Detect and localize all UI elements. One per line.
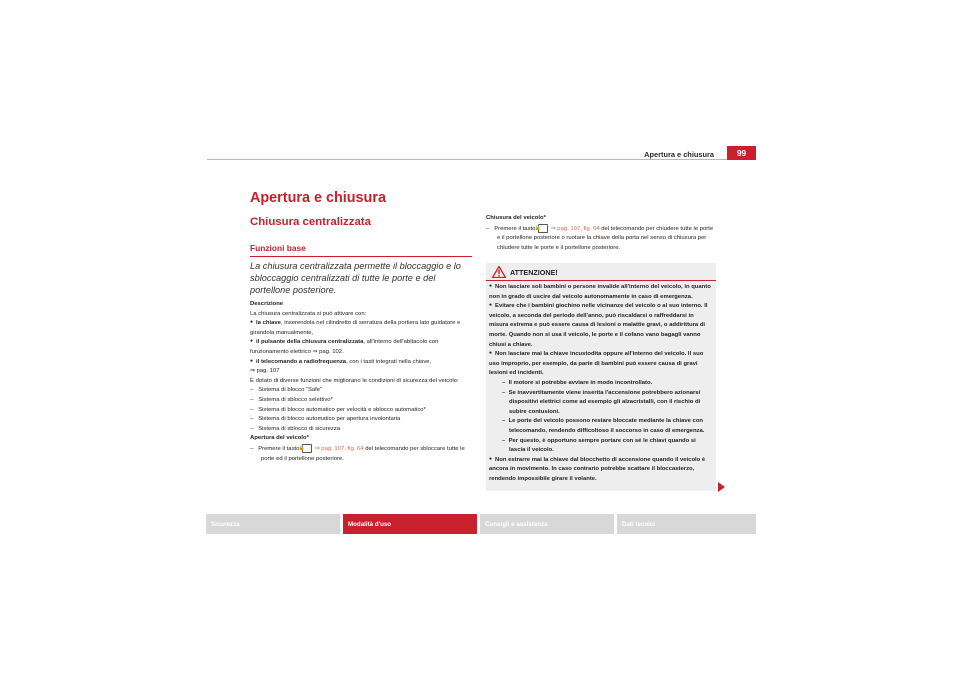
warning-subpoint: – Per questo, è opportuno sempre portare con sé le chiavi quando si lascia il veicolo. — [502, 437, 696, 454]
right-column — [486, 214, 716, 253]
open-step: – Premere il tasto 🔓 ⇒ pag. 107, fig. 64 del telecomando per sbloccare tutte le porte ed il portellone posteriore. — [250, 444, 465, 462]
open-heading: Apertura del veicolo* — [250, 435, 309, 442]
warning-rule — [486, 280, 716, 281]
desc-text: La chiusura centralizzata si può attivare con: — [250, 310, 367, 317]
warning-subpoint: – Se inavvertitamente viene inserita l'accensione potrebbero azionarsi dispositivi elettrici come ad esempio gli alzacristalli, con il rischio di subire contusioni. — [502, 389, 701, 415]
subsection-title: Funzioni base — [250, 243, 306, 253]
bullet-2: ● il pulsante della chiusura centralizzata, all'interno dell'abitacolo con funzionamento elettrico ⇒ pag. 102. — [250, 338, 474, 357]
warning-point: ● Evitare che i bambini giochino nelle vicinanze del veicolo o al suo interno. Il veicolo, a seconda del periodo dell'anno, può riscaldarsi o raffreddarsi in misura estrema e può essere causa di lesioni o malattie gravi, o addirittura di morte. Quando non si usa il veicolo, le porte e il cofano vano bagagli vanno chiusi a chiave. — [489, 302, 713, 350]
footer-tab-dati-tecnici[interactable]: Dati tecnici — [617, 514, 756, 534]
page-ref[interactable]: ⇒ pag. 102 — [312, 348, 343, 355]
subsection-rule — [250, 256, 472, 257]
desc-heading: Descrizione — [250, 301, 284, 307]
list-item: – Sistema di blocco automatico per apertura involontaria — [250, 416, 401, 423]
footer-tab-consigli[interactable]: Consigli e assistenza — [480, 514, 614, 534]
unlock-key-icon: 🔓 — [302, 444, 312, 453]
footer-tab-modalita-uso[interactable]: Modalità d'uso — [343, 514, 477, 534]
list-item: – Sistema di blocco “Safe” — [250, 387, 323, 394]
warning-subpoint: – Il motore si potrebbe avviare in modo incontrollato. — [502, 379, 653, 386]
page-ref[interactable]: ⇒ pag. 107 — [250, 368, 280, 375]
warning-point: ● Non lasciare mai la chiave incustodita oppure all'interno del veicolo. Il suo uso improprio, per esempio, da parte di bambini può essere causa di gravi lesioni ed incidenti. — [489, 350, 713, 379]
header-rule — [207, 159, 756, 160]
warning-title: ATTENZIONE! — [510, 268, 558, 277]
running-title: Apertura e chiusura — [644, 150, 714, 159]
close-step: – Premere il tasto 🔒 ⇒ pag. 107, fig. 64 del telecomando per chiudere tutte le porte e il portellone posteriore o ruotare la chiave della porta nel senso di chiusura per chiudere tutte le porte e il portellone posteriore. — [486, 224, 714, 251]
section-title: Chiusura centralizzata — [250, 216, 371, 228]
bullet-1: ● la chiave, inserendola nel cilindretto di serratura della portiera lato guidatore e girandola manualmente, — [250, 319, 474, 338]
intro-text: La chiusura centralizzata permette il bloccaggio e lo sbloccaggio centralizzati di tutte le porte e del portellone posteriore. — [250, 261, 461, 295]
warning-point: ● Non lasciare soli bambini o persone invalide all'interno del veicolo, in quanto non in grado di uscire dal veicolo autonomamente in caso di emergenza. — [489, 283, 713, 302]
footer-tab-sicurezza[interactable]: Sicurezza — [206, 514, 340, 534]
para-2: È dotato di diverse funzioni che migliorano le condizioni di sicurezza del veicolo: — [250, 377, 459, 384]
list-item: – Sistema di sblocco di sicurezza — [250, 425, 341, 432]
figure-ref[interactable]: ⇒ pag. 107, fig. 64 — [550, 225, 600, 232]
list-item: – Sistema di sblocco selettivo* — [250, 396, 333, 403]
close-heading: Chiusura del veicolo* — [486, 215, 546, 221]
list-item: – Sistema di blocco automatico per velocità e sblocco automatico* — [250, 406, 426, 413]
page-number: 99 — [727, 146, 756, 160]
left-column — [250, 300, 474, 464]
warning-point: ● Non estrarre mai la chiave dal blocchetto di accensione quando il veicolo è ancora in movimento. In caso contrario potrebbe scattare il bloccasterzo, rendendo impossibile girare il volante. — [489, 456, 713, 485]
lock-key-icon: 🔒 — [538, 224, 548, 233]
warning-subpoint: – Le porte del veicolo possono restare bloccate mediante la chiave con telecomando, rendendo difficoltoso il soccorso in caso di emergenza. — [502, 418, 705, 434]
chapter-title: Apertura e chiusura — [250, 190, 386, 206]
warning-body — [489, 283, 713, 484]
bullet-3: ● il telecomando a radiofrequenza, con i tasti integrati nella chiave, ⇒ pag. 107 — [250, 358, 474, 377]
warning-triangle-icon — [492, 266, 506, 278]
continue-arrow-icon — [718, 482, 725, 492]
figure-ref[interactable]: ⇒ pag. 107, fig. 64 — [314, 445, 364, 452]
